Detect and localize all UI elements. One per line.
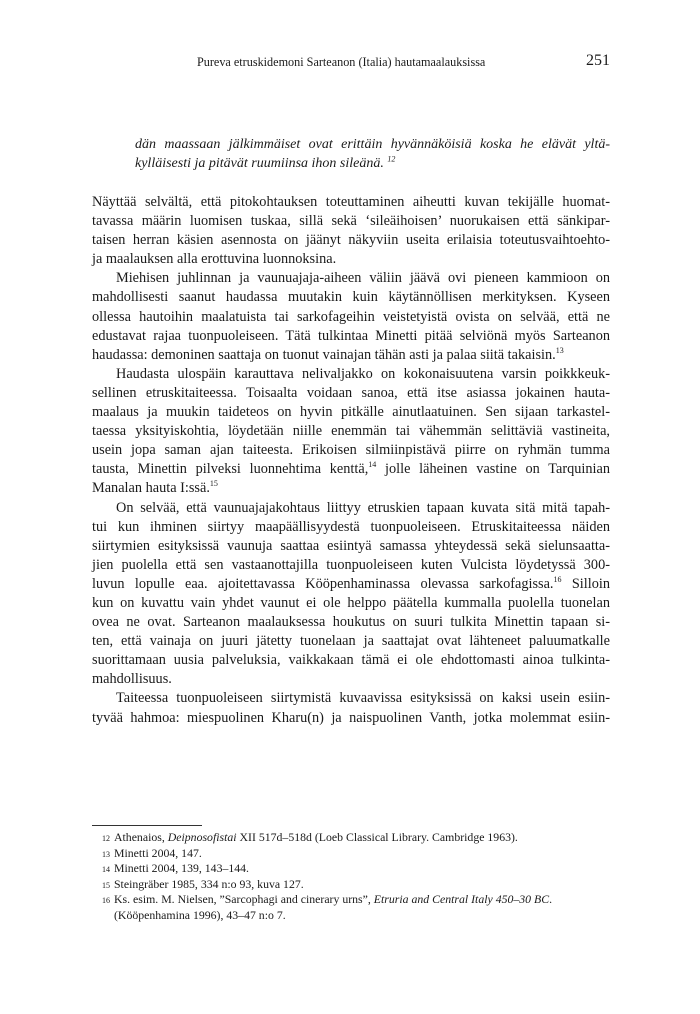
footnote-ref: 14 (368, 460, 377, 470)
footnote (92, 877, 610, 893)
text-line: maalaus ja muukin taideteos on hyvin pitkälle ainutlaatuinen. Sen sijaan tarkastel- (92, 404, 610, 421)
quote-text: kylläisesti ja pitävät ruumiinsa ihon sileänä. (135, 156, 384, 172)
footnote-ref: 16 (553, 575, 562, 585)
text-line: ollessa hautoihin maalatuista tai sarkofageihin veistetyistä ovista on selvää, että ne (92, 308, 610, 325)
text-segment: Manalan hauta I:ssä. (92, 480, 210, 497)
footnote-number: 12 (102, 834, 110, 843)
text-segment: Silloin (561, 575, 610, 592)
footnote-text: Steingräber 1985, 334 n:o 93, kuva 127. (114, 876, 304, 891)
footnote-number: 15 (102, 880, 110, 890)
text-line: sellinen etruskitaiteessa. Toisaalta voidaan sanoa, että itse asiassa jokainen hauta- (92, 384, 610, 401)
text-line: Haudasta ulospäin karauttava nelivaljakko on kokonaisuutena varsin poikkkeuk- (116, 365, 610, 382)
footnote-number: 16 (102, 896, 110, 906)
text-line: mahdollisesti saanut haudassa muutakin kuin käytännöllisen merkityksen. Kyseen (92, 289, 610, 306)
body-text (92, 193, 610, 728)
footnote-number: 14 (102, 865, 110, 875)
text-line: usein jopa saman ajan taiteesta. Erikoisen silmiinpistävä piirre on ryhmän tumma (92, 442, 610, 459)
footnote-divider (92, 825, 202, 826)
footnote (92, 892, 610, 923)
text-line: tavassa määrin luomisen tuskaa, sillä sekä ‘sileäihoisen’ nuorukaisen että sänkipar- (92, 213, 610, 230)
text-segment: haudassa: demoninen saattaja on tuonut vainajan tähän asti ja palaa siitä takaisin. (92, 346, 556, 363)
footnote-text: Minetti 2004, 147. (114, 845, 202, 860)
text-line: ja maalauksen alla erottuvina luonnoksina. (92, 251, 337, 268)
text-line: jien puolella että sen vastaanottajilla tuonpuoleiseen kuten Vulcista löydetyssä 300- (92, 556, 610, 573)
footnote-text: XII 517d–518d (Loeb Classical Library. Cambridge 1963). (236, 830, 518, 844)
footnote-text: Athenaios, (114, 830, 168, 844)
footnote-continuation: (Kööpenhamina 1996), 43–47 n:o 7. (114, 907, 286, 922)
text-line (92, 346, 610, 365)
footnote-number: 13 (102, 849, 110, 859)
footnote (92, 861, 610, 877)
text-line: mahdollisuus. (92, 671, 172, 688)
footnotes (92, 830, 610, 924)
text-line (92, 460, 610, 479)
footnote (92, 830, 610, 846)
text-line: Näyttää selvältä, että pitokohtauksen toteuttaminen aiheutti kuvan tekijälle huomat- (92, 194, 610, 210)
quote-line (135, 154, 610, 173)
text-line: tui kun ihminen siirtyy maapäällisyydestä tuonpuoleiseen. Etruskitaiteessa näiden (92, 518, 610, 535)
text-line: edustavat rajaa tuonpuoleiseen. Tätä tulkintaa Minetti pitää selviönä myös Sarteanon (92, 327, 610, 344)
block-quote (135, 135, 610, 173)
text-segment: tausta, Minettin pilveksi luonnehtima kenttä, (92, 461, 369, 478)
footnote-ref: 13 (555, 345, 564, 355)
text-line: ten, että vainaja on juuri jätetty tuonelaan ja saattajat ovat lähteneet paluumatkalle (92, 633, 610, 650)
footnote-text: . (549, 892, 553, 907)
text-segment: jolle läheinen vastine on Tarquinian (376, 461, 610, 478)
footnote-title: Etruria and Central Italy 450–30 BC (373, 892, 550, 907)
running-head (92, 52, 610, 72)
text-line: kun on kuvattu vain yhdet vaunut ei ole helppo päätella kummalla puolella tuonelan (92, 594, 610, 611)
footnote-ref: 15 (209, 479, 218, 489)
text-line (92, 575, 610, 594)
text-line: siirtymien esityksissä vaunuja saattaa esiintyä samassa yhteydessä sekä sielunsaatta- (92, 537, 610, 554)
footnote-text: Ks. esim. M. Nielsen, ”Sarcophagi and cinerary urns”, (114, 892, 374, 907)
text-line: tyvää hahmoa: miespuolinen Kharu(n) ja naispuolinen Vanth, jotka molemmat esiin- (92, 709, 610, 726)
page-number: 251 (586, 52, 610, 69)
text-line: Miehisen juhlinnan ja vaunuajaja-aiheen väliin jäävä ovi pieneen kammioon on (116, 270, 610, 287)
footnote-text: Minetti 2004, 139, 143–144. (114, 861, 250, 876)
running-title: Pureva etruskidemoni Sarteanon (Italia) hautamaalauksissa (197, 55, 486, 69)
text-segment: luvun lopulle eaa. ajoitettavassa Kööpenhaminassa olevassa sarkofagissa. (92, 575, 554, 592)
text-line: Taiteessa tuonpuoleiseen siirtymistä kuvaavissa esityksissä on kaksi usein esiin- (116, 690, 610, 707)
text-line (92, 479, 610, 498)
text-line: suorittamaan uusia palveluksia, vaikkakaan tämä ei ole ehdottomasti ainoa tulkinta- (92, 652, 610, 669)
footnote (92, 846, 610, 862)
quote-line: dän maassaan jälkimmäiset ovat erittäin hyvännäköisiä koska he elävät yltä- (135, 137, 610, 152)
text-line: On selvää, että vaunuajajakohtaus liittyy etruskien tapaan kuvata sitä mitä tapah- (116, 499, 610, 516)
footnote-title: Deipnosofistai (167, 830, 237, 844)
text-line: taisen herran käsien asennosta on jäänyt näkyviin useita erilaisia toteutusvaihtoehto- (92, 232, 610, 249)
text-line: taessa yksityiskohtia, löydetään niille enemmän tai vähemmän selittäviä vastineita, (92, 423, 610, 440)
text-line: ovea ne ovat. Sarteanon maalauksessa houkutus on suuri tulkita Minettin tapaan si- (92, 614, 610, 631)
footnote-ref: 12 (387, 154, 396, 164)
